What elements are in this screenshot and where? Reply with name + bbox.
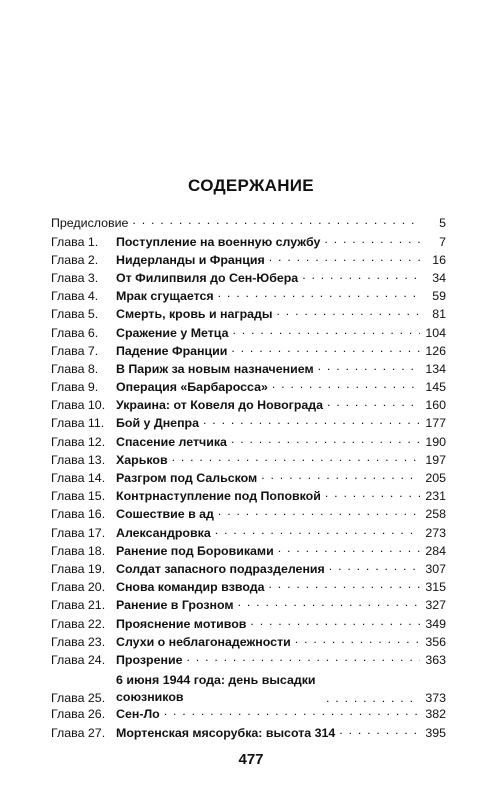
dot-leader [327, 397, 420, 409]
chapter-page: 197 [425, 452, 446, 467]
chapter-page: 307 [425, 561, 446, 576]
dot-leader [295, 633, 420, 645]
chapter-label: Глава 11. [51, 416, 105, 431]
title-wrap [116, 633, 420, 648]
dot-leader [218, 288, 420, 300]
dot-leader [215, 524, 420, 536]
dot-leader [329, 561, 420, 573]
chapter-page: 160 [425, 398, 446, 413]
chapter-page: 349 [425, 616, 446, 631]
dot-leader [326, 693, 420, 705]
chapter-label: Глава 3. [51, 270, 99, 285]
chapter-page: 177 [425, 416, 446, 431]
chapter-title: Бой у Днепра [116, 416, 200, 431]
toc-row [51, 652, 446, 670]
dot-leader [261, 470, 420, 482]
chapter-title: Операция «Барбаросса» [116, 380, 268, 395]
toc-row [51, 670, 446, 706]
chapter-label: Глава 13. [51, 452, 106, 467]
title-wrap [116, 470, 420, 485]
chapter-page: 231 [425, 489, 446, 504]
chapter-title: Сошествие в ад [116, 507, 214, 522]
toc-row-preface [51, 215, 446, 233]
chapter-page: 145 [425, 380, 446, 395]
preface-page: 5 [439, 216, 446, 231]
chapter-page: 81 [432, 307, 446, 322]
toc-row [51, 233, 446, 251]
toc-row [51, 379, 446, 397]
chapter-title: Украина: от Ковеля до Новограда [116, 398, 324, 413]
dot-leader [277, 306, 421, 318]
title-wrap [116, 579, 420, 594]
title-spacer [116, 693, 420, 705]
chapter-title: Спасение летчика [116, 434, 227, 449]
toc-row [51, 433, 446, 451]
chapter-title: Харьков [116, 452, 168, 467]
chapter-label: Глава 15. [51, 489, 106, 504]
title-wrap [116, 233, 420, 248]
chapter-page: 104 [425, 325, 446, 340]
chapter-label: Глава 17. [51, 525, 106, 540]
chapter-label: Глава 19. [51, 561, 106, 576]
dot-leader [318, 361, 420, 373]
title-wrap [116, 451, 420, 466]
chapter-page: 126 [425, 343, 446, 358]
title-wrap [116, 597, 420, 612]
toc-row [51, 706, 446, 724]
toc-row [51, 251, 446, 269]
toc-row [51, 561, 446, 579]
toc-row [51, 288, 446, 306]
preface-label: Предисловие [51, 216, 129, 231]
chapter-label: Глава 22. [51, 616, 106, 631]
chapter-page: 190 [425, 434, 446, 449]
title-wrap [116, 488, 420, 503]
dot-leader [232, 324, 420, 336]
chapter-title: Сражение у Метца [116, 325, 229, 340]
toc-row [51, 506, 446, 524]
chapter-title: Смерть, кровь и награды [116, 307, 273, 322]
toc-row [51, 488, 446, 506]
chapter-list [51, 233, 446, 742]
chapter-label: Глава 5. [51, 307, 99, 322]
toc-row [51, 524, 446, 542]
toc-row [51, 361, 446, 379]
title-wrap [116, 615, 420, 630]
chapter-title: Александровка [116, 525, 211, 540]
chapter-label: Глава 1. [51, 234, 99, 249]
title-wrap [116, 561, 420, 576]
chapter-page: 7 [439, 234, 446, 249]
dot-leader [278, 542, 420, 554]
chapter-title: Снова командир взвода [116, 580, 265, 595]
toc-row [51, 451, 446, 469]
title-wrap [116, 706, 420, 721]
chapter-label: Глава 26. [51, 707, 106, 722]
page-number: 477 [238, 751, 264, 768]
chapter-label: Глава 23. [51, 634, 106, 649]
dot-leader [339, 724, 420, 736]
title-wrap [116, 506, 420, 521]
toc-row [51, 579, 446, 597]
dot-leader [238, 597, 420, 609]
chapter-label: Глава 18. [51, 543, 106, 558]
chapter-page: 356 [425, 634, 446, 649]
chapter-title: Прояснение мотивов [116, 616, 247, 631]
chapter-label: Глава 24. [51, 652, 106, 667]
title-wrap [116, 652, 420, 667]
toc-row [51, 615, 446, 633]
toc-row [51, 270, 446, 288]
chapter-page: 134 [425, 361, 446, 376]
chapter-label: Глава 12. [51, 434, 106, 449]
dot-leader [231, 342, 420, 354]
table-of-contents [51, 215, 446, 742]
chapter-title: Прозрение [116, 652, 183, 667]
title-wrap [116, 379, 420, 394]
title-wrap [116, 542, 420, 557]
toc-row [51, 306, 446, 324]
chapter-title: Ранение в Грозном [116, 598, 234, 613]
chapter-page: 16 [432, 252, 446, 267]
chapter-page: 205 [425, 471, 446, 486]
title-wrap [116, 288, 420, 303]
chapter-title: Поступление на военную службу [116, 234, 321, 249]
chapter-page: 327 [425, 598, 446, 613]
chapter-label: Глава 10. [51, 398, 106, 413]
chapter-title: От Филипвиля до Сен-Юбера [116, 270, 299, 285]
toc-row [51, 415, 446, 433]
dot-leader [172, 451, 420, 463]
chapter-label: Глава 21. [51, 598, 106, 613]
chapter-label: Глава 20. [51, 580, 106, 595]
chapter-title: Нидерланды и Франция [116, 252, 265, 267]
chapter-page: 273 [425, 525, 446, 540]
chapter-title: Мрак сгущается [116, 289, 214, 304]
chapter-page: 284 [425, 543, 446, 558]
chapter-label: Глава 8. [51, 361, 99, 376]
title-wrap [116, 251, 420, 266]
chapter-label: Глава 6. [51, 325, 99, 340]
dot-leader [269, 251, 420, 263]
dot-leader [187, 652, 421, 664]
chapter-label: Глава 4. [51, 289, 99, 304]
chapter-label: Глава 25. [51, 691, 106, 706]
chapter-label: Глава 7. [51, 343, 99, 358]
chapter-page: 363 [425, 652, 446, 667]
dot-leader [269, 579, 421, 591]
chapter-page: 373 [425, 691, 446, 706]
dot-leader [218, 506, 420, 518]
title-wrap [116, 415, 420, 430]
dot-leader [250, 615, 420, 627]
chapter-title: 6 июня 1944 года: день высадки союзников [116, 672, 316, 704]
chapter-title: Сен-Ло [116, 707, 160, 722]
title-wrap [116, 397, 420, 412]
chapter-page: 34 [432, 270, 446, 285]
toc-row [51, 324, 446, 342]
chapter-page: 59 [432, 289, 446, 304]
dot-leader [132, 215, 420, 227]
title-wrap [116, 524, 420, 539]
dot-leader [325, 488, 420, 500]
page-title: СОДЕРЖАНИЕ [188, 176, 314, 195]
chapter-page: 258 [425, 507, 446, 522]
chapter-page: 315 [425, 580, 446, 595]
toc-row [51, 633, 446, 651]
toc-row [51, 342, 446, 360]
title-wrap [116, 306, 420, 321]
title-wrap [116, 724, 420, 739]
dot-leader [164, 706, 420, 718]
chapter-title: Контрнаступление под Поповкой [116, 489, 321, 504]
toc-row [51, 470, 446, 488]
dot-leader [324, 233, 420, 245]
toc-row [51, 597, 446, 615]
title-wrap [116, 324, 420, 339]
chapter-title: В Париж за новым назначением [116, 361, 314, 376]
dot-leader [272, 379, 420, 391]
chapter-label: Глава 9. [51, 380, 99, 395]
dot-leader [302, 270, 420, 282]
chapter-title: Ранение под Боровиками [116, 543, 274, 558]
chapter-label: Глава 2. [51, 252, 99, 267]
title-wrap [116, 433, 420, 448]
chapter-page: 395 [425, 725, 446, 740]
chapter-title: Солдат запасного подразделения [116, 561, 325, 576]
chapter-page: 382 [425, 707, 446, 722]
toc-row [51, 542, 446, 560]
title-wrap [116, 342, 420, 357]
toc-row [51, 397, 446, 415]
chapter-title: Мортенская мясорубка: высота 314 [116, 725, 336, 740]
chapter-label: Глава 27. [51, 725, 106, 740]
toc-row [51, 724, 446, 742]
chapter-title: Разгром под Сальском [116, 471, 258, 486]
chapter-title: Падение Франции [116, 343, 228, 358]
title-wrap [116, 361, 420, 376]
title-wrap [116, 270, 420, 285]
chapter-label: Глава 16. [51, 507, 106, 522]
chapter-label: Глава 14. [51, 471, 106, 486]
dot-leader [231, 433, 420, 445]
dot-leader [203, 415, 420, 427]
chapter-title: Слухи о неблагонадежности [116, 634, 291, 649]
